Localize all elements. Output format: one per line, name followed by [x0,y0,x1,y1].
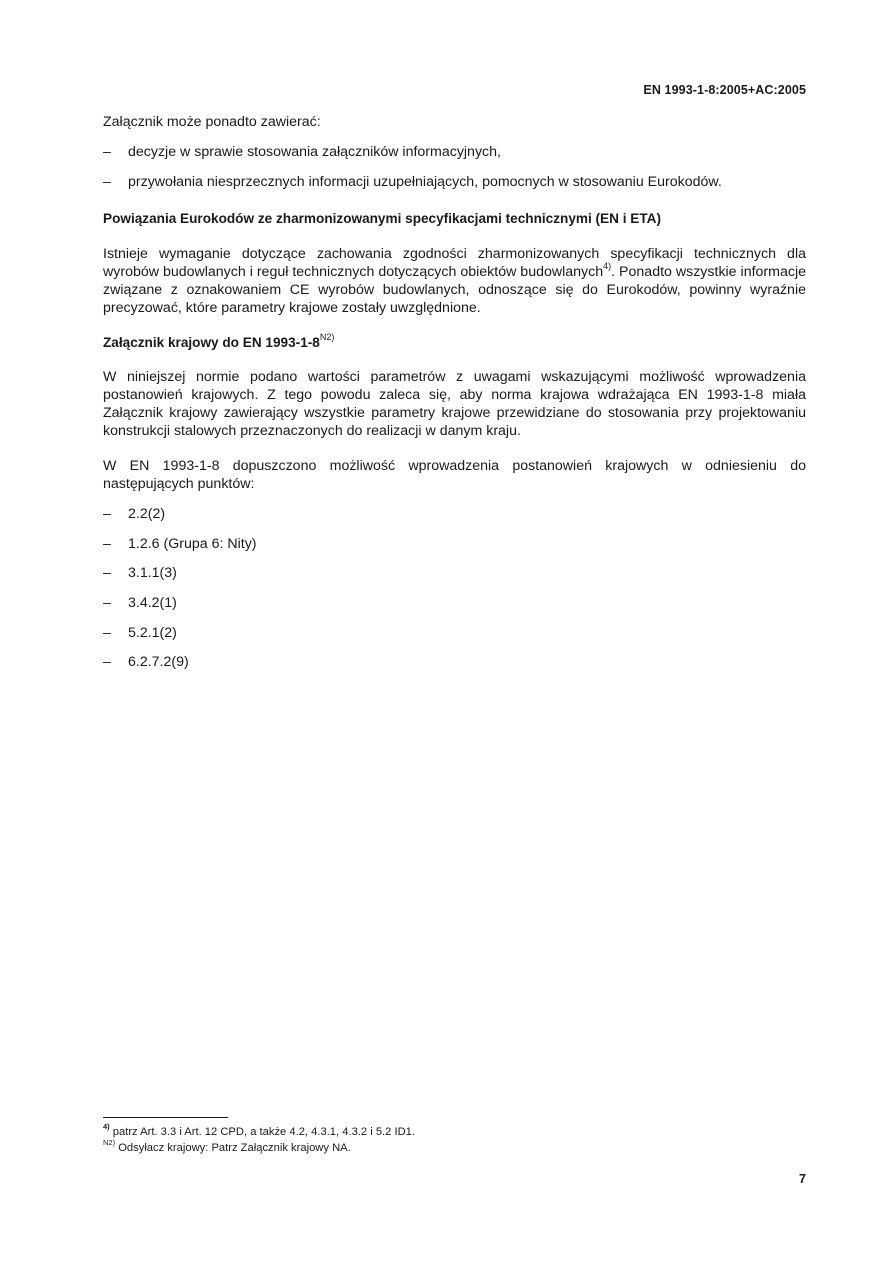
footnote-separator [103,1117,228,1118]
dash-bullet: – [103,144,111,160]
clause-ref: 2.2(2) [128,506,166,522]
dash-bullet: – [103,565,111,582]
section-heading-eurocodes-links: Powiązania Eurokodów ze zharmonizowanymi specyfikacjami technicznymi (EN i ETA) [103,211,661,226]
list-item [103,653,806,671]
page-number: 7 [799,1172,806,1186]
list-item-text: przywołania niesprzecznych informacji uzupełniających, pomocnych w stosowaniu Eurokodów. [128,174,722,190]
list-item [103,594,806,612]
heading-text: Załącznik krajowy do EN 1993-1-8 [103,335,320,350]
list-item [103,173,806,191]
list-item [103,143,806,161]
section1-text-part2: . Ponadto wszystkie informacje związane z oznakowaniem CE wyrobów budowlanych, odnoszące się do Eurokodów, powinny wyraźnie precyzować, które parametry krajowe zostały uwzględnione. [103,264,806,316]
dash-bullet: – [103,535,111,552]
list-item [103,624,806,642]
section1-text-part1: Istnieje wymaganie dotyczące zachowania zgodności zharmonizowanych specyfikacji technicznych dla wyrobów budowlanych i reguł technicznych dotyczących obiektów budowlanych [103,246,806,280]
footnote-4 [103,1124,806,1140]
clauses-list [103,505,806,671]
list-item [103,505,806,523]
dash-bullet: – [103,624,111,641]
clause-ref: 5.2.1(2) [128,624,177,641]
list-item [103,564,806,582]
footnotes [103,1124,806,1156]
section-heading-national-annex [103,334,806,352]
footnote-mark: N2) [103,1138,116,1148]
national-annex-paragraph-1: W niniejszej normie podano wartości parametrów z uwagami wskazującymi możliwość wprowadzenia postanowień krajowych. Z tego powodu zaleca się, aby norma krajowa wdrażająca EN 1993-1-8 miała Załącznik krajowy zawierający wszystkie parametry krajowe przewidziane do stosowania przy projektowaniu konstrukcji stalowych przeznaczonych do realizacji w danym kraju. [103,369,806,439]
footnote-mark: 4) [103,1122,110,1132]
clause-ref: 6.2.7.2(9) [128,654,189,671]
dash-bullet: – [103,654,111,671]
clause-ref: 1.2.6 (Grupa 6: Nity) [128,535,257,552]
national-annex-paragraph-2: W EN 1993-1-8 dopuszczono możliwość wprowadzenia postanowień krajowych w odniesieniu do następujących punktów: [103,458,806,492]
page-content [103,113,806,683]
footnote-n2 [103,1140,806,1156]
clause-ref: 3.4.2(1) [128,595,177,612]
footnote-ref-4[interactable]: 4) [603,261,612,272]
annex-contents-list [103,143,806,191]
document-id: EN 1993-1-8:2005+AC:2005 [643,83,806,97]
dash-bullet: – [103,174,111,190]
footnote-text: patrz Art. 3.3 i Art. 12 CPD, a także 4.2, 4.3.1, 4.3.2 i 5.2 ID1. [112,1126,416,1138]
list-item-text: decyzje w sprawie stosowania załączników informacyjnych, [128,144,501,160]
clause-ref: 3.1.1(3) [128,565,177,582]
dash-bullet: – [103,595,111,612]
footnote-ref-n2[interactable]: N2) [319,332,335,343]
footnote-text: Odsyłacz krajowy: Patrz Załącznik krajowy NA. [118,1142,351,1154]
dash-bullet: – [103,506,111,522]
list-item [103,535,806,553]
intro-paragraph: Załącznik może ponadto zawierać: [103,114,321,130]
section1-paragraph [103,245,806,317]
